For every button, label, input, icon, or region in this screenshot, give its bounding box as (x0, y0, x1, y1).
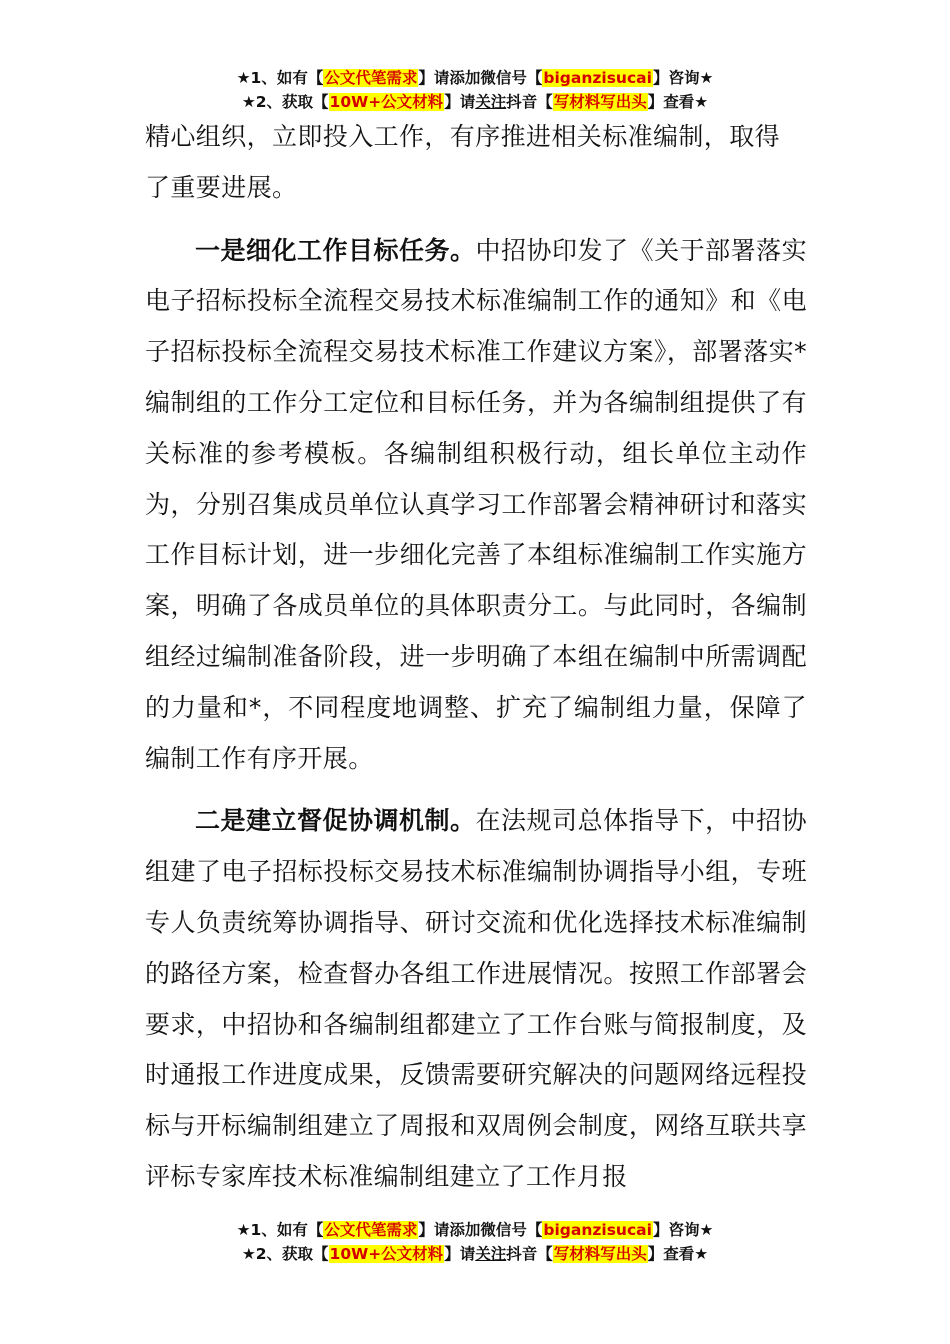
highlight-douyin-account: 写材料写出头 (553, 1245, 647, 1263)
banner-text: 】咨询★ (652, 69, 714, 87)
banner-text: 抖音【 (506, 1245, 553, 1263)
footer-banner (0, 1218, 950, 1266)
paragraph-task-goals (145, 226, 807, 785)
highlight-service: 公文代笔需求 (324, 1221, 418, 1239)
document-body (145, 112, 807, 1203)
banner-text: 】请 (444, 1245, 476, 1263)
banner-text: 】请添加微信号【 (418, 1221, 543, 1239)
highlight-wechat-id: biganzisucai (543, 1221, 652, 1239)
banner-text: 】请添加微信号【 (418, 69, 543, 87)
banner-text: 抖音【 (506, 93, 553, 111)
banner-text: ★1、如有【 (236, 1221, 324, 1239)
banner-text: 】查看★ (647, 1245, 709, 1263)
paragraph-coordination (145, 796, 807, 1202)
banner-text: ★2、获取【 (241, 93, 329, 111)
banner-line-1 (0, 66, 950, 90)
paragraph-text: 在法规司总体指导下，中招协组建了电子招标投标交易技术标准编制协调指导小组，专班专人负责统筹协调指导、研讨交流和优化选择技术标准编制的路径方案，检查督办各组工作进展情况。按照工作部署会要求，中招协和各编制组都建立了工作台账与简报制度，及时通报工作进度成果，反馈需要研究解决的问题网络远程投标与开标编制组建立了周报和双周例会制度，网络互联共享评标专家库技术标准编制组建立了工作月报 (145, 806, 807, 1191)
paragraph-continuation (145, 112, 807, 214)
banner-text: ★2、获取【 (241, 1245, 329, 1263)
paragraph-text: 中招协印发了《关于部署落实电子招标投标全流程交易技术标准编制工作的通知》和《电子招标投标全流程交易技术标准工作建议方案》，部署落实*编制组的工作分工定位和目标任务，并为各编制组提供了有关标准的参考模板。各编制组积极行动，组长单位主动作为，分别召集成员单位认真学习工作部署会精神研讨和落实工作目标计划，进一步细化完善了本组标准编制工作实施方案，明确了各成员单位的具体职责分工。与此同时，各编制组经过编制准备阶段，进一步明确了本组在编制中所需调配的力量和*，不同程度地调整、扩充了编制组力量，保障了编制工作有序开展。 (145, 235, 807, 773)
banner-text: ★1、如有【 (236, 69, 324, 87)
highlight-materials: 10W+公文材料 (329, 1245, 444, 1263)
highlight-service: 公文代笔需求 (324, 69, 418, 87)
banner-line-1 (0, 1218, 950, 1242)
banner-line-2 (0, 1242, 950, 1266)
paragraph-heading: 一是细化工作目标任务。 (195, 235, 476, 265)
highlight-douyin-account: 写材料写出头 (553, 93, 647, 111)
follow-text: 关注 (475, 93, 507, 111)
text-line: 精心组织，立即投入工作，有序推进相关标准编制，取得 (145, 122, 781, 151)
highlight-wechat-id: biganzisucai (543, 69, 652, 87)
highlight-materials: 10W+公文材料 (329, 93, 444, 111)
banner-text: 】咨询★ (652, 1221, 714, 1239)
paragraph-heading: 二是建立督促协调机制。 (195, 806, 476, 836)
text-line: 了重要进展。 (145, 172, 298, 202)
follow-text: 关注 (475, 1245, 507, 1263)
header-banner (0, 66, 950, 114)
banner-line-2 (0, 90, 950, 114)
banner-text: 】请 (444, 93, 476, 111)
banner-text: 】查看★ (647, 93, 709, 111)
